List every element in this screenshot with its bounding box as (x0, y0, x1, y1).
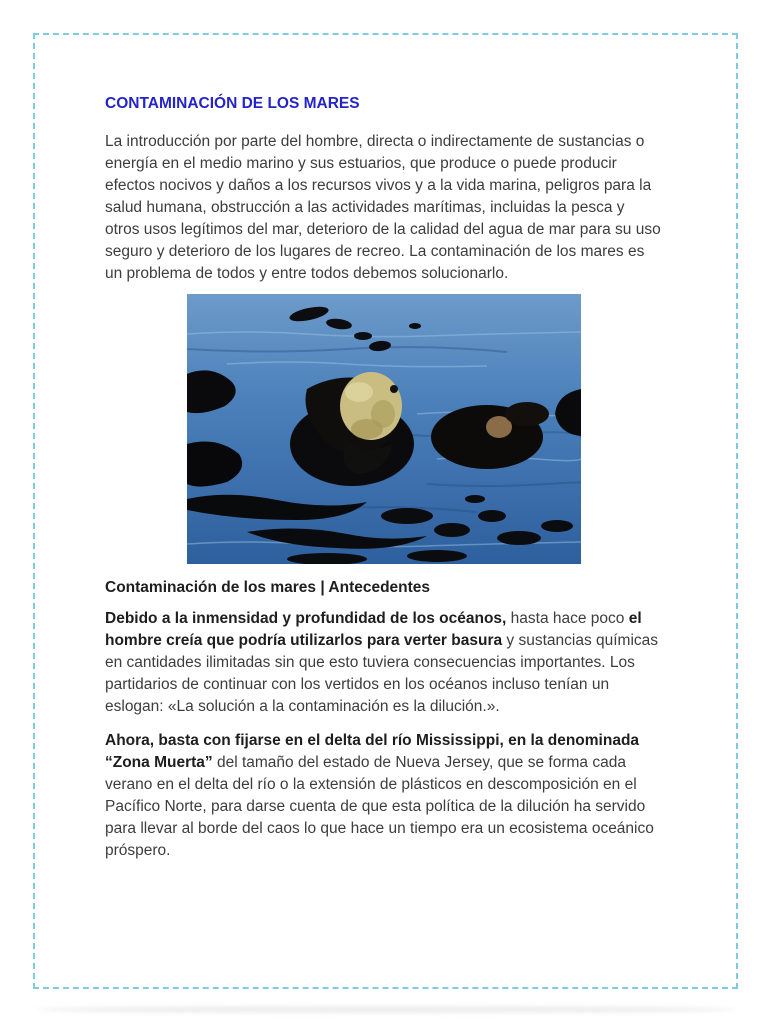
mississippi-paragraph (105, 730, 662, 862)
section-heading: Contaminación de los mares | Antecedentes (105, 579, 431, 596)
oceans-paragraph (105, 608, 662, 718)
document-content (35, 35, 736, 862)
mississippi-text-tail: del tamaño del estado de Nueva Jersey, que se forma cada verano en el delta del río o la extensión de plásticos en descomposición en el Pacífico Norte, para darse cuenta de que esta política de la dilución ha servido para llevar al borde del caos lo que hace un tiempo era un ecosistema oceánico próspero. (105, 754, 654, 859)
mississippi-bold-lead: Ahora, basta con fijarse en el delta del río Mississippi, en la denominada “Zona Muerta” (105, 732, 640, 771)
sea-otters-photo (187, 294, 581, 564)
document-title: CONTAMINACIÓN DE LOS MARES (105, 95, 360, 112)
oceans-text-tail: y sustancias químicas en cantidades ilimitadas sin que esto tuviera consecuencias importantes. Los partidarios de continuar con los vertidos en los océanos incluso tenían un eslogan: «La solución a la contaminación es la dilución.». (105, 632, 659, 715)
sea-otters-oil-illustration (187, 294, 581, 564)
intro-paragraph: La introducción por parte del hombre, directa o indirectamente de sustancias o energía en el medio marino y sus estuarios, que produce o puede producir efectos nocivos y daños a los recursos vivos y a la vida marina, peligros para la salud humana, obstrucción a las actividades marítimas, incluidas la pesca y otros usos legítimos del mar, deterioro de la calidad del agua de mar para su uso seguro y deterioro de los lugares de recreo. La contaminación de los mares es un problema de todos y entre todos debemos solucionarlo. (105, 133, 661, 282)
oceans-text-mid: hasta hace poco (506, 610, 629, 627)
oceans-bold-mid: el hombre creía que podría utilizarlos para verter basura (105, 610, 642, 649)
next-page-edge-hint (36, 1006, 736, 1013)
oceans-bold-lead: Debido a la inmensidad y profundidad de los océanos, (105, 610, 507, 627)
document-page (33, 33, 738, 989)
